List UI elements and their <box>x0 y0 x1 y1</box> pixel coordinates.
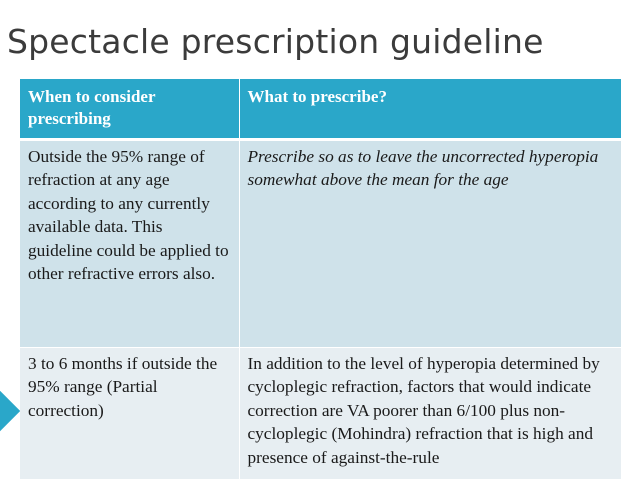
decorative-diamond-shape <box>0 390 20 432</box>
guideline-table <box>20 79 621 479</box>
prescribe-text-line-2: somewhat above the mean for the age <box>247 170 509 190</box>
cell-when-outside-range: Outside the 95% range of refraction at any age according to any currently available data. This guideline could be applied to other refractive errors also. <box>20 140 239 348</box>
table-row <box>20 348 621 479</box>
table-header-row <box>20 79 621 140</box>
prescribe-text-line-1: Prescribe so as to leave the uncorrected hyperopia <box>247 147 599 166</box>
table-row <box>20 140 621 348</box>
header-when-to-consider: When to consider prescribing <box>20 79 239 140</box>
slide-title: Spectacle prescription guideline <box>7 22 544 61</box>
cell-when-partial-correction: 3 to 6 months if outside the 95% range (Partial correction) <box>20 348 239 479</box>
cell-what-prescribe-uncorrected <box>239 140 621 348</box>
cell-what-additional-factors: In addition to the level of hyperopia determined by cycloplegic refraction, factors that would indicate correction are VA poorer than 6/100 plus non-cycloplegic (Mohindra) refraction that is high and presence of against-the-rule <box>239 348 621 479</box>
header-what-to-prescribe: What to prescribe? <box>239 79 621 140</box>
guideline-table-container <box>20 79 621 479</box>
